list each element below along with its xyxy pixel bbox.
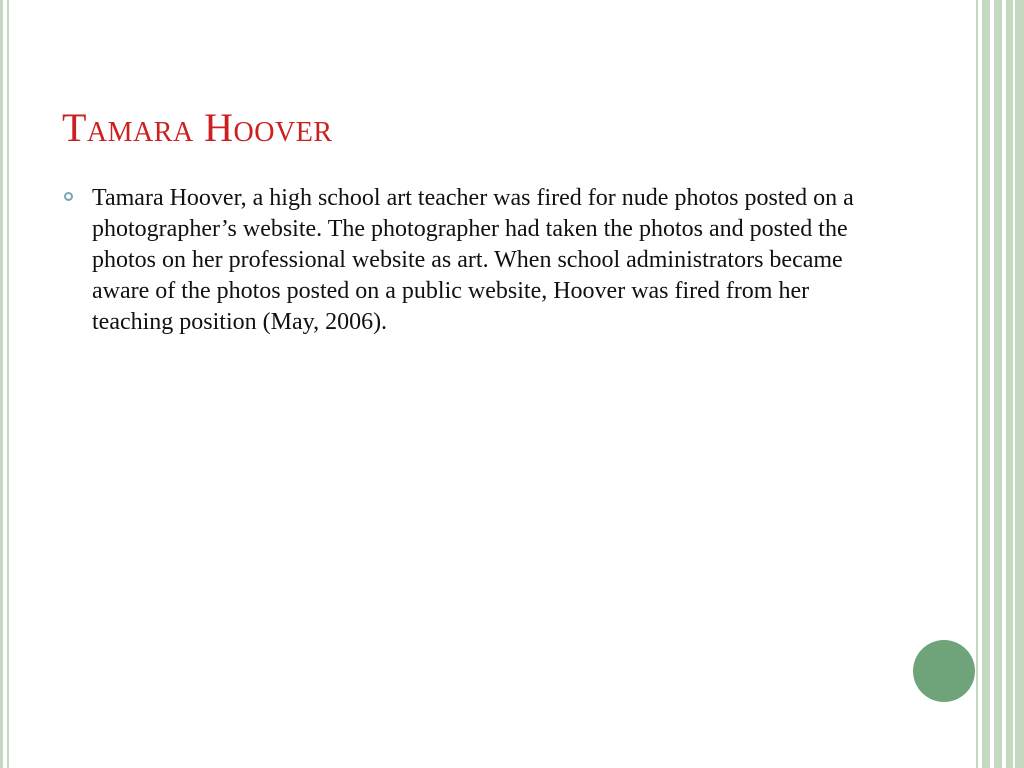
right-decor-gap bbox=[1013, 0, 1015, 768]
bullet-circle-icon bbox=[64, 192, 73, 201]
bullet-item bbox=[62, 183, 892, 338]
bullet-list bbox=[62, 183, 892, 338]
right-decor-band bbox=[982, 0, 990, 768]
decorative-circle bbox=[913, 640, 975, 702]
left-border-line bbox=[7, 0, 9, 768]
right-decor-band bbox=[1006, 0, 1024, 768]
slide-title: Tamara Hoover bbox=[62, 105, 333, 150]
left-border-line bbox=[0, 0, 3, 768]
bullet-text: Tamara Hoover, a high school art teacher was fired for nude photos posted on a photographer’s website. The photographer had taken the photos and posted the photos on her professional website as art. When school administrators became aware of the photos posted on a public website, Hoover was fired from her teaching position (May, 2006). bbox=[92, 185, 854, 335]
right-decor-band bbox=[994, 0, 1002, 768]
right-decor-line bbox=[976, 0, 978, 768]
